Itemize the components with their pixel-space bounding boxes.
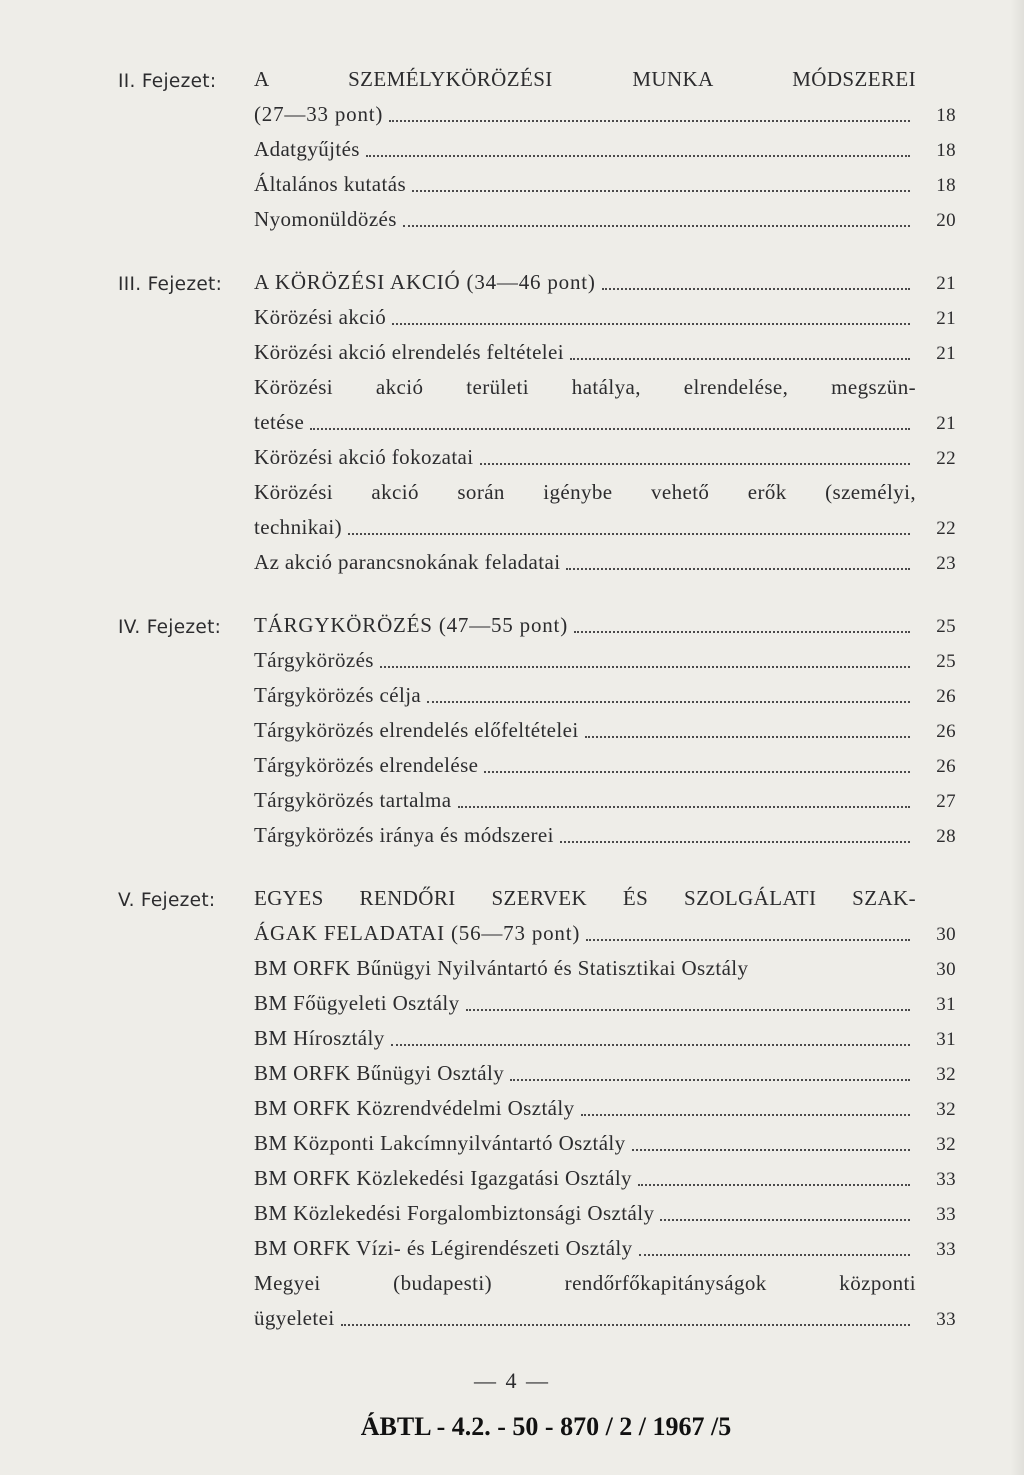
toc-entry-title: Tárgykörözés elrendelés előfeltételei: [254, 718, 579, 742]
toc-entry[interactable]: [118, 678, 956, 713]
chapter-label: III. Fejezet:: [118, 274, 223, 295]
toc-entry-title: BM Központi Lakcímnyilvántartó Osztály: [254, 1131, 626, 1155]
page-reference: 28: [936, 826, 956, 847]
page-reference: 25: [936, 651, 956, 672]
leader-dots: [403, 223, 910, 227]
page-reference: 22: [936, 518, 956, 539]
page-reference: 33: [936, 1204, 956, 1225]
toc-entry-title: tetése: [254, 410, 305, 434]
toc-entry-title: Tárgykörözés tartalma: [254, 788, 452, 812]
leader-dots: [585, 734, 910, 738]
leader-dots: [366, 153, 910, 157]
toc-entry-title: BM ORFK Közrendvédelmi Osztály: [254, 1096, 575, 1120]
page-reference: 18: [936, 175, 956, 196]
page-reference: 32: [936, 1064, 956, 1085]
page-reference: 31: [936, 994, 956, 1015]
toc-entry-title: BM ORFK Vízi- és Légirendészeti Osztály: [254, 1236, 633, 1260]
leader-dots: [660, 1217, 910, 1221]
toc-entry-title: BM Hírosztály: [254, 1026, 385, 1050]
chapter-heading-text: A SZEMÉLYKÖRÖZÉSI MUNKA MÓDSZEREI: [254, 67, 916, 91]
chapter-heading-text: EGYES RENDŐRI SZERVEK ÉS SZOLGÁLATI SZAK-: [254, 886, 916, 910]
page-reference: 30: [936, 959, 956, 980]
leader-dots: [480, 461, 910, 465]
toc-entry-line: [118, 1266, 956, 1301]
leader-dots: [586, 937, 910, 941]
chapter-heading-text: TÁRGYKÖRÖZÉS (47—55 pont): [254, 613, 568, 637]
toc-entry[interactable]: [118, 405, 956, 440]
chapter-label: V. Fejezet:: [118, 890, 216, 911]
toc-entry[interactable]: [118, 986, 956, 1021]
page-reference: 26: [936, 721, 956, 742]
chapter-heading-text: (27—33 pont): [254, 102, 384, 126]
toc-entry[interactable]: [118, 748, 956, 783]
leader-dots: [348, 531, 910, 535]
chapter-heading-line: [118, 62, 956, 97]
toc-entry[interactable]: [118, 335, 956, 370]
toc-entry-title: Tárgykörözés elrendelése: [254, 753, 479, 777]
chapter-heading[interactable]: [118, 916, 956, 951]
toc-entry[interactable]: [118, 202, 956, 237]
toc-entry[interactable]: [118, 713, 956, 748]
page-reference: 32: [936, 1099, 956, 1120]
chapter-section: [118, 62, 956, 237]
leader-dots: [412, 188, 910, 192]
toc-entry[interactable]: [118, 1091, 956, 1126]
leader-dots: [389, 118, 910, 122]
leader-dots: [510, 1077, 910, 1081]
toc-entry[interactable]: [118, 1231, 956, 1266]
leader-dots: [341, 1322, 910, 1326]
toc-entry-text: Körözési akció során igénybe vehető erők (személyi,: [254, 480, 916, 504]
page-reference: 26: [936, 756, 956, 777]
toc-entry[interactable]: [118, 1161, 956, 1196]
page-reference: 21: [936, 343, 956, 364]
toc-entry-text: Körözési akció területi hatálya, elrendelése, megszün-: [254, 375, 916, 399]
page-reference: 25: [936, 616, 956, 637]
toc-entry-line: [118, 370, 956, 405]
toc-entry-title: Adatgyűjtés: [254, 137, 360, 161]
toc-entry[interactable]: [118, 1301, 956, 1336]
leader-dots: [638, 1182, 910, 1186]
page-reference: 31: [936, 1029, 956, 1050]
toc-entry-title: BM ORFK Bűnügyi Osztály: [254, 1061, 505, 1085]
leader-dots: [560, 839, 910, 843]
page-reference: 18: [936, 140, 956, 161]
toc-entry[interactable]: [118, 1126, 956, 1161]
toc-entry[interactable]: [118, 510, 956, 545]
toc-entry[interactable]: [118, 1196, 956, 1231]
leader-dots: [484, 769, 910, 773]
leader-dots: [632, 1147, 910, 1151]
page-reference: 33: [936, 1309, 956, 1330]
toc-entry[interactable]: [118, 951, 956, 986]
page-number: — 4 —: [474, 1368, 550, 1393]
leader-dots: [570, 356, 910, 360]
toc-entry[interactable]: [118, 167, 956, 202]
toc-entry[interactable]: [118, 643, 956, 678]
leader-dots: [581, 1112, 910, 1116]
page-reference: 33: [936, 1239, 956, 1260]
toc-entry[interactable]: [118, 440, 956, 475]
toc-entry[interactable]: [118, 545, 956, 580]
toc-entry-title: Körözési akció fokozatai: [254, 445, 474, 469]
toc-entry[interactable]: [118, 132, 956, 167]
leader-dots: [391, 1042, 910, 1046]
toc-entry-title: Általános kutatás: [254, 172, 407, 196]
toc-entry[interactable]: [118, 818, 956, 853]
leader-dots: [392, 321, 910, 325]
toc-entry-title: Tárgykörözés: [254, 648, 374, 672]
toc-entry-title: ügyeletei: [254, 1306, 335, 1330]
toc-entry-title: Az akció parancsnokának feladatai: [254, 550, 561, 574]
toc-entry-title: Tárgykörözés iránya és módszerei: [254, 823, 554, 847]
chapter-section: [118, 265, 956, 580]
page-reference: 33: [936, 1169, 956, 1190]
toc-entry-title: Nyomonüldözés: [254, 207, 397, 231]
toc-entry-title: BM Közlekedési Forgalombiztonsági Osztály: [254, 1201, 655, 1225]
page-reference: 21: [936, 413, 956, 434]
chapter-label: IV. Fejezet:: [118, 617, 222, 638]
toc-entry[interactable]: [118, 783, 956, 818]
chapter-label: II. Fejezet:: [118, 71, 217, 92]
toc-entry-line: [118, 475, 956, 510]
toc-entry-title: BM Főügyeleti Osztály: [254, 991, 460, 1015]
toc-entry-title: technikai): [254, 515, 342, 539]
leader-dots: [310, 426, 910, 430]
page-reference: 21: [936, 308, 956, 329]
toc-entry-title: BM ORFK Bűnügyi Nyilvántartó és Statisztikai Osztály: [254, 956, 749, 980]
page-reference: 18: [936, 105, 956, 126]
page-reference: 20: [936, 210, 956, 231]
leader-dots: [639, 1252, 910, 1256]
page-reference: 30: [936, 924, 956, 945]
table-of-contents: [118, 62, 956, 1364]
page-reference: 21: [936, 273, 956, 294]
leader-dots: [427, 699, 910, 703]
toc-entry[interactable]: [118, 1021, 956, 1056]
chapter-section: [118, 881, 956, 1336]
chapter-heading[interactable]: [118, 97, 956, 132]
chapter-section: [118, 608, 956, 853]
toc-entry-text: Megyei (budapesti) rendőrfőkapitányságok központi: [254, 1271, 916, 1295]
page-reference: 26: [936, 686, 956, 707]
toc-entry[interactable]: [118, 1056, 956, 1091]
leader-dots: [754, 974, 910, 976]
leader-dots: [458, 804, 910, 808]
chapter-heading[interactable]: [118, 608, 956, 643]
page-reference: 27: [936, 791, 956, 812]
leader-dots: [566, 566, 910, 570]
chapter-heading-line: [118, 881, 956, 916]
leader-dots: [380, 664, 910, 668]
toc-entry-title: BM ORFK Közlekedési Igazgatási Osztály: [254, 1166, 632, 1190]
archive-reference: ÁBTL - 4.2. - 50 - 870 / 2 / 1967 /5: [360, 1412, 732, 1441]
chapter-heading-text: ÁGAK FELADATAI (56—73 pont): [254, 921, 581, 945]
chapter-heading[interactable]: [118, 265, 956, 300]
toc-entry[interactable]: [118, 300, 956, 335]
page-reference: 32: [936, 1134, 956, 1155]
toc-entry-title: Körözési akció: [254, 305, 387, 329]
page-reference: 22: [936, 448, 956, 469]
leader-dots: [466, 1007, 910, 1011]
leader-dots: [574, 629, 910, 633]
leader-dots: [602, 286, 910, 290]
toc-entry-title: Tárgykörözés célja: [254, 683, 422, 707]
chapter-heading-text: A KÖRÖZÉSI AKCIÓ (34—46 pont): [254, 270, 596, 294]
page-reference: 23: [936, 553, 956, 574]
toc-entry-title: Körözési akció elrendelés feltételei: [254, 340, 564, 364]
